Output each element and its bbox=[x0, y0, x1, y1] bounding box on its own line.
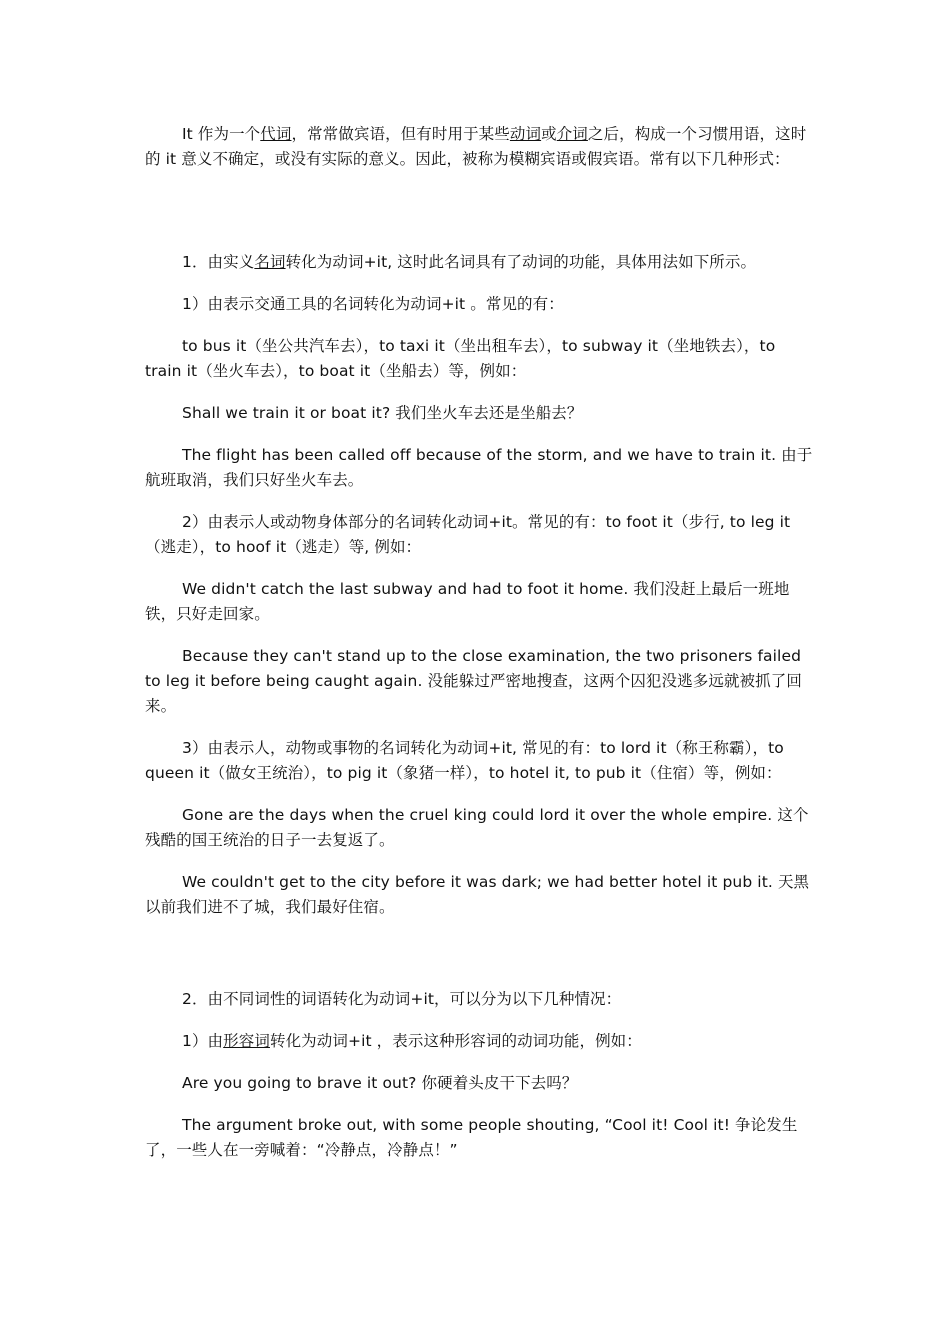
section1-heading-text-1: 1．由实义 bbox=[182, 253, 255, 271]
link-preposition[interactable]: 介词 bbox=[556, 125, 588, 143]
sub2-example-2: Because they can't stand up to the close examination, the two prisoners failed to leg it before being caught again. 没能躲过严密地搜查，这两个囚犯没逃多远就被抓了回来。 bbox=[145, 647, 802, 715]
sub3-example-2: We couldn't get to the city before it was dark; we had better hotel it pub it. 天黑以前我们进不了城，我们最好住宿。 bbox=[145, 873, 810, 916]
section1-heading bbox=[145, 250, 813, 275]
link-adjective[interactable]: 形容词 bbox=[223, 1032, 270, 1050]
section2-sub1-example-2: The argument broke out, with some people shouting, “Cool it! Cool it! 争论发生了，一些人在一旁喊着：“冷静点，冷静点！” bbox=[145, 1116, 798, 1159]
intro-text-1: It 作为一个 bbox=[182, 125, 261, 143]
sub1-example-1: Shall we train it or boat it? 我们坐火车去还是坐船去？ bbox=[182, 404, 583, 422]
sub1-title: 1）由表示交通工具的名词转化为动词+it 。常见的有： bbox=[182, 295, 564, 313]
sub2-title: 2）由表示人或动物身体部分的名词转化动词+it。常见的有：to foot it（步行, to leg it（逃走），to hoof it（逃走）等, 例如： bbox=[145, 513, 791, 556]
sub2-example-1: We didn't catch the last subway and had to foot it home. 我们没赶上最后一班地铁，只好走回家。 bbox=[145, 580, 790, 623]
link-verb[interactable]: 动词 bbox=[509, 125, 542, 143]
link-noun[interactable]: 名词 bbox=[254, 253, 286, 271]
sub1-example-2: The flight has been called off because of the storm, and we have to train it. 由于航班取消，我们只好坐火车去。 bbox=[145, 446, 813, 489]
intro-text-2: ，常常做宾语，但有时用于某些 bbox=[291, 125, 510, 143]
section2-sub1-text-2: 转化为动词+it ，表示这种形容词的动词功能，例如： bbox=[269, 1032, 642, 1050]
section2-sub1-text-1: 1）由 bbox=[182, 1032, 224, 1050]
link-pronoun[interactable]: 代词 bbox=[260, 125, 292, 143]
section2-sub1-title bbox=[145, 1029, 813, 1054]
sub3-title: 3）由表示人，动物或事物的名词转化为动词+it, 常见的有：to lord it（称王称霸），to queen it（做女王统治），to pig it（象猪一样），to hotel it, to pub it（住宿）等，例如： bbox=[145, 739, 784, 782]
section1-heading-text-2: 转化为动词+it, 这时此名词具有了动词的功能，具体用法如下所示。 bbox=[285, 253, 757, 271]
intro-text-4: 之后，构成一个习惯用语，这时的 it 意义不确定，或没有实际的意义。因此，被称为模糊宾语或假宾语。常有以下几种形式： bbox=[145, 125, 807, 168]
intro-text-3: 或 bbox=[541, 125, 557, 143]
intro-paragraph bbox=[145, 122, 813, 172]
sub3-example-1: Gone are the days when the cruel king could lord it over the whole empire. 这个残酷的国王统治的日子一去复返了。 bbox=[145, 806, 809, 849]
section2-sub1-example-1: Are you going to brave it out? 你硬着头皮干下去吗？ bbox=[182, 1074, 578, 1092]
section2-heading: 2．由不同词性的词语转化为动词+it，可以分为以下几种情况： bbox=[182, 990, 622, 1008]
sub1-list: to bus it（坐公共汽车去），to taxi it（坐出租车去），to subway it（坐地铁去），to train it（坐火车去），to boat it（坐船去）等，例如： bbox=[145, 337, 776, 380]
document-page bbox=[145, 122, 813, 1180]
